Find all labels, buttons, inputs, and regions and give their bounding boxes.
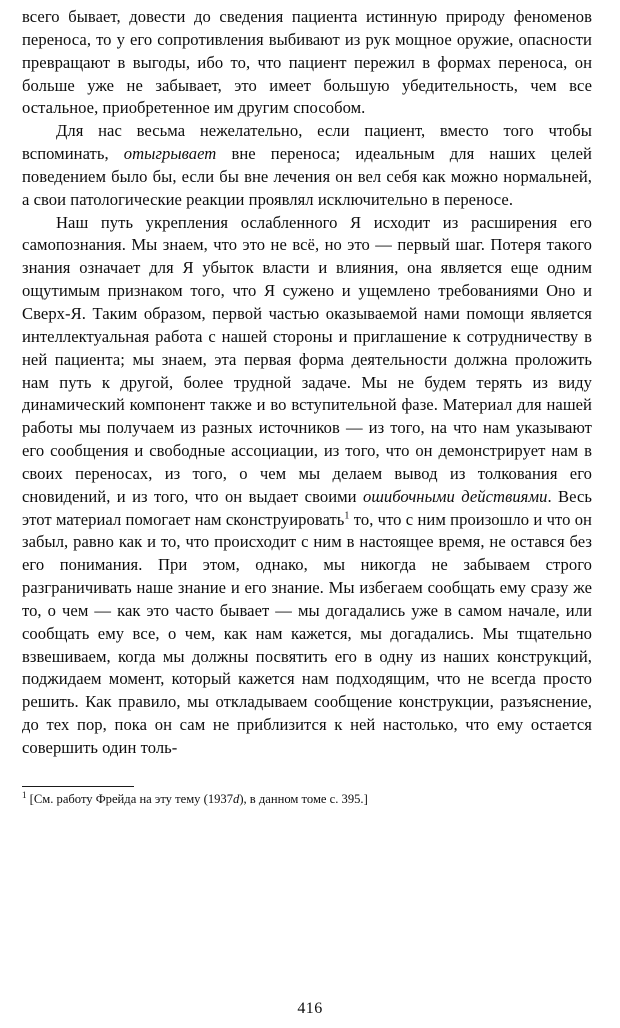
emphasized-text: d bbox=[233, 791, 240, 806]
footnote: $^1$ [См. работу Фрейда на эту тему (1937d), в данном томе с. 395.] bbox=[22, 789, 368, 806]
emphasized-text: ошибочными действиями bbox=[362, 486, 548, 506]
paragraph: Для нас весьма нежелательно, если пациент, вместо того чтобы вспоминать, отыгрывает вне переноса; идеальным для наших целей поведением было бы, если бы вне лечения он вел себя как можно нормальней, а свои патологические реакции проявлял исключительно в переносе. bbox=[22, 121, 592, 209]
page-number: 416 bbox=[297, 1000, 323, 1017]
footnote-reference[interactable]: 1 bbox=[344, 510, 350, 522]
footnote-separator bbox=[22, 786, 134, 787]
emphasized-text: отыгрывает bbox=[123, 144, 217, 164]
footnote-marker: 1 bbox=[22, 789, 27, 800]
page-body bbox=[22, 6, 592, 760]
paragraph: всего бывает, довести до сведения пациента истинную природу феноменов переноса, то у его сопротивления выбивают из рук мощное оружие, опасности превращают в выгоды, ибо то, что пациент пережил в формах переноса, он больше уже не забывает, это имеет большую убедительность, чем все остальное, приобретенное им другим способом. bbox=[22, 7, 592, 118]
paragraph: Наш путь укрепления ослабленного Я исходит из расширения его самопознания. Мы знаем, что это не всё, но это — первый шаг. Потеря такого знания означает для Я убыток власти и влияния, она является еще одним ощутимым признаком того, что Я сужено и ущемлено требованиями Оно и Сверх-Я. Таким образом, первой частью оказываемой нами помощи является интеллектуальная работа с нашей стороны и приглашение к сотрудничеству в ней пациента; мы знаем, эта первая форма деятельности должна проложить нам путь к другой, более трудной задаче. Мы не будем терять из виду динамический компонент также и во вступительной фазе. Материал для нашей работы мы получаем из разных источников — из того, на что нам указывают его сообщения и свободные ассоциации, из того, что он демонстрирует нам в своих переносах, из того, о чем мы делаем вывод из толкования его сновидений, и из того, что он выдает своими ошибочными действиями. Весь этот материал помогает нам сконструировать$^1$ то, что с ним произошло и что он забыл, равно как и то, что происходит с ним в настоящее время, не остався без его понимания. При этом, однако, мы никогда не забываем строго разграничивать наше знание и его знание. Мы избегаем сообщать ему сразу же то, о чем — как это часто бывает — мы догадались уже в самом начале, или сообщать ему все, о чем, как нам кажется, мы догадались. Мы тщательно взвешиваем, когда мы должны посвятить его в одну из наших конструкций, поджидаем момент, который кажется нам подходящим, что не всегда просто решить. Как правило, мы откладываем сообщение конструкции, разъяснение, до тех пор, пока он сам не приблизится к ней настолько, что ему остается совершить один толь- bbox=[22, 212, 592, 757]
